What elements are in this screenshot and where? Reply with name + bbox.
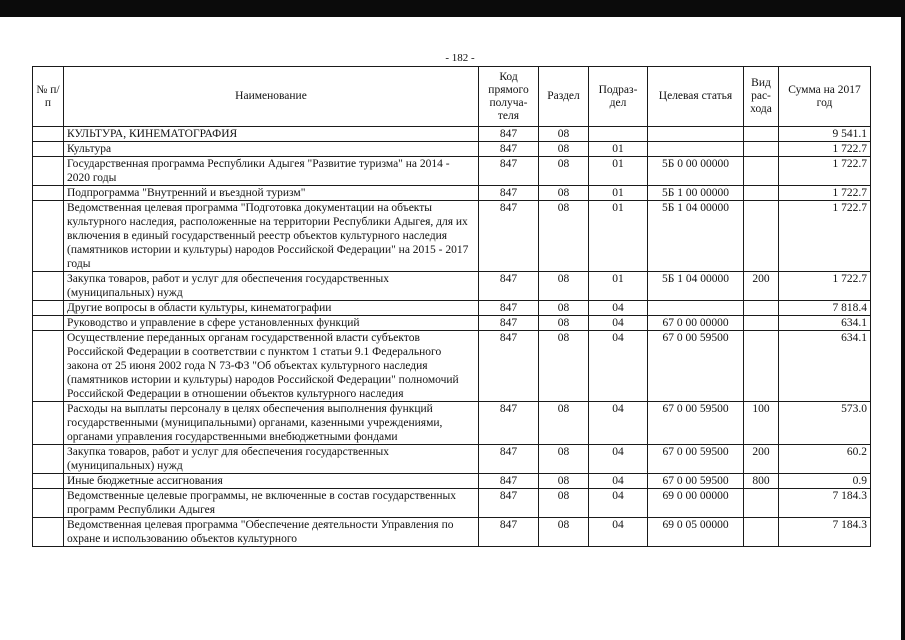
row-expense-kind: [744, 316, 779, 331]
row-section: 08: [539, 474, 589, 489]
table-row: [33, 142, 871, 157]
row-number: [33, 186, 64, 201]
row-recipient-code: 847: [479, 445, 539, 474]
row-name: Ведомственная целевая программа "Подготовка документации на объекты культурного наследия, расположенные на территории Республики Адыгея, для их включения в единый государственный реестр объектов культурного наследия (памятников истории и культуры) народов Российской Федерации" на 2015 - 2017 годы: [64, 201, 479, 272]
row-recipient-code: 847: [479, 201, 539, 272]
row-section: 08: [539, 157, 589, 186]
row-section: 08: [539, 331, 589, 402]
row-section: 08: [539, 301, 589, 316]
row-target-article: 67 0 00 59500: [648, 331, 744, 402]
row-subsection: 04: [589, 474, 648, 489]
row-subsection: 01: [589, 186, 648, 201]
row-subsection: 04: [589, 301, 648, 316]
row-section: 08: [539, 127, 589, 142]
header-article: Целевая статья: [648, 67, 744, 127]
row-section: 08: [539, 518, 589, 547]
row-name: Ведомственная целевая программа "Обеспечение деятельности Управления по охране и использованию объектов культурного: [64, 518, 479, 547]
row-name: Иные бюджетные ассигнования: [64, 474, 479, 489]
row-subsection: 04: [589, 445, 648, 474]
row-name: Государственная программа Республики Адыгея "Развитие туризма" на 2014 - 2020 годы: [64, 157, 479, 186]
row-sum: 634.1: [779, 316, 871, 331]
row-recipient-code: 847: [479, 518, 539, 547]
row-name: Закупка товаров, работ и услуг для обеспечения государственных (муниципальных) нужд: [64, 272, 479, 301]
row-sum: 1 722.7: [779, 142, 871, 157]
row-recipient-code: 847: [479, 489, 539, 518]
row-expense-kind: 200: [744, 272, 779, 301]
row-sum: 1 722.7: [779, 201, 871, 272]
row-sum: 1 722.7: [779, 157, 871, 186]
row-target-article: 67 0 00 59500: [648, 474, 744, 489]
header-name: Наименование: [64, 67, 479, 127]
row-section: 08: [539, 272, 589, 301]
header-code: Код прямого получа-теля: [479, 67, 539, 127]
row-subsection: 01: [589, 157, 648, 186]
row-sum: 573.0: [779, 402, 871, 445]
row-expense-kind: [744, 331, 779, 402]
row-section: 08: [539, 402, 589, 445]
row-target-article: 5Б 1 04 00000: [648, 272, 744, 301]
table-row: [33, 186, 871, 201]
row-subsection: 04: [589, 518, 648, 547]
table-row: [33, 316, 871, 331]
row-name: Подпрограмма "Внутренний и въездной туризм": [64, 186, 479, 201]
row-number: [33, 127, 64, 142]
row-number: [33, 316, 64, 331]
row-subsection: 01: [589, 201, 648, 272]
row-expense-kind: 200: [744, 445, 779, 474]
row-number: [33, 142, 64, 157]
table-row: [33, 474, 871, 489]
row-target-article: [648, 301, 744, 316]
table-row: [33, 518, 871, 547]
row-target-article: 5Б 0 00 00000: [648, 157, 744, 186]
row-recipient-code: 847: [479, 301, 539, 316]
row-number: [33, 518, 64, 547]
header-no: № п/п: [33, 67, 64, 127]
table-body: [33, 127, 871, 547]
row-recipient-code: 847: [479, 272, 539, 301]
table-row: [33, 272, 871, 301]
row-target-article: 69 0 00 00000: [648, 489, 744, 518]
row-expense-kind: [744, 518, 779, 547]
budget-table: [32, 66, 871, 547]
table-row: [33, 331, 871, 402]
table-header-row: [33, 67, 871, 127]
row-recipient-code: 847: [479, 474, 539, 489]
header-subsection: Подраз-дел: [589, 67, 648, 127]
table-row: [33, 301, 871, 316]
scan-right-border: [901, 0, 905, 640]
row-number: [33, 402, 64, 445]
row-name: КУЛЬТУРА, КИНЕМАТОГРАФИЯ: [64, 127, 479, 142]
table-row: [33, 127, 871, 142]
row-target-article: [648, 142, 744, 157]
row-name: Ведомственные целевые программы, не включенные в состав государственных программ Республики Адыгея: [64, 489, 479, 518]
row-sum: 0.9: [779, 474, 871, 489]
row-number: [33, 489, 64, 518]
row-section: 08: [539, 445, 589, 474]
table-row: [33, 402, 871, 445]
row-target-article: [648, 127, 744, 142]
row-section: 08: [539, 489, 589, 518]
row-recipient-code: 847: [479, 402, 539, 445]
row-number: [33, 301, 64, 316]
row-sum: 7 184.3: [779, 489, 871, 518]
row-target-article: 69 0 05 00000: [648, 518, 744, 547]
row-expense-kind: 100: [744, 402, 779, 445]
row-recipient-code: 847: [479, 186, 539, 201]
row-sum: 9 541.1: [779, 127, 871, 142]
table-row: [33, 157, 871, 186]
row-section: 08: [539, 201, 589, 272]
row-name: Осуществление переданных органам государственной власти субъектов Российской Федерации в соответствии с пунктом 1 статьи 9.1 Федерального закона от 25 июня 2002 года N 73-ФЗ "Об объектах культурного наследия (памятников истории и культуры) народов Российской Федерации" полномочий Российской Федерации в отношении объектов культурного наследия: [64, 331, 479, 402]
row-target-article: 67 0 00 00000: [648, 316, 744, 331]
row-number: [33, 331, 64, 402]
row-number: [33, 201, 64, 272]
row-expense-kind: 800: [744, 474, 779, 489]
row-expense-kind: [744, 201, 779, 272]
row-name: Руководство и управление в сфере установленных функций: [64, 316, 479, 331]
row-sum: 634.1: [779, 331, 871, 402]
row-number: [33, 474, 64, 489]
row-number: [33, 157, 64, 186]
table-row: [33, 201, 871, 272]
table-row: [33, 445, 871, 474]
row-subsection: 04: [589, 489, 648, 518]
row-recipient-code: 847: [479, 142, 539, 157]
table-row: [33, 489, 871, 518]
row-expense-kind: [744, 127, 779, 142]
row-name: Другие вопросы в области культуры, кинематографии: [64, 301, 479, 316]
row-number: [33, 445, 64, 474]
row-name: Закупка товаров, работ и услуг для обеспечения государственных (муниципальных) нужд: [64, 445, 479, 474]
row-number: [33, 272, 64, 301]
row-sum: 7 184.3: [779, 518, 871, 547]
row-section: 08: [539, 142, 589, 157]
row-expense-kind: [744, 157, 779, 186]
row-name: Культура: [64, 142, 479, 157]
row-expense-kind: [744, 489, 779, 518]
scan-top-border: [0, 0, 905, 17]
row-subsection: 01: [589, 142, 648, 157]
row-expense-kind: [744, 301, 779, 316]
row-recipient-code: 847: [479, 157, 539, 186]
row-target-article: 67 0 00 59500: [648, 402, 744, 445]
row-sum: 7 818.4: [779, 301, 871, 316]
row-recipient-code: 847: [479, 331, 539, 402]
row-expense-kind: [744, 142, 779, 157]
row-sum: 60.2: [779, 445, 871, 474]
row-target-article: 5Б 1 04 00000: [648, 201, 744, 272]
row-expense-kind: [744, 186, 779, 201]
row-sum: 1 722.7: [779, 272, 871, 301]
header-section: Раздел: [539, 67, 589, 127]
header-sum: Сумма на 2017 год: [779, 67, 871, 127]
header-kind: Вид рас-хода: [744, 67, 779, 127]
row-subsection: [589, 127, 648, 142]
row-subsection: 04: [589, 316, 648, 331]
row-target-article: 67 0 00 59500: [648, 445, 744, 474]
row-sum: 1 722.7: [779, 186, 871, 201]
page-number: - 182 -: [445, 52, 475, 64]
row-recipient-code: 847: [479, 316, 539, 331]
row-section: 08: [539, 316, 589, 331]
row-name: Расходы на выплаты персоналу в целях обеспечения выполнения функций государственными (муниципальными) органами, казенными учреждениями, органами управления государственными внебюджетными фондами: [64, 402, 479, 445]
row-recipient-code: 847: [479, 127, 539, 142]
row-subsection: 04: [589, 331, 648, 402]
row-target-article: 5Б 1 00 00000: [648, 186, 744, 201]
row-subsection: 01: [589, 272, 648, 301]
row-subsection: 04: [589, 402, 648, 445]
row-section: 08: [539, 186, 589, 201]
